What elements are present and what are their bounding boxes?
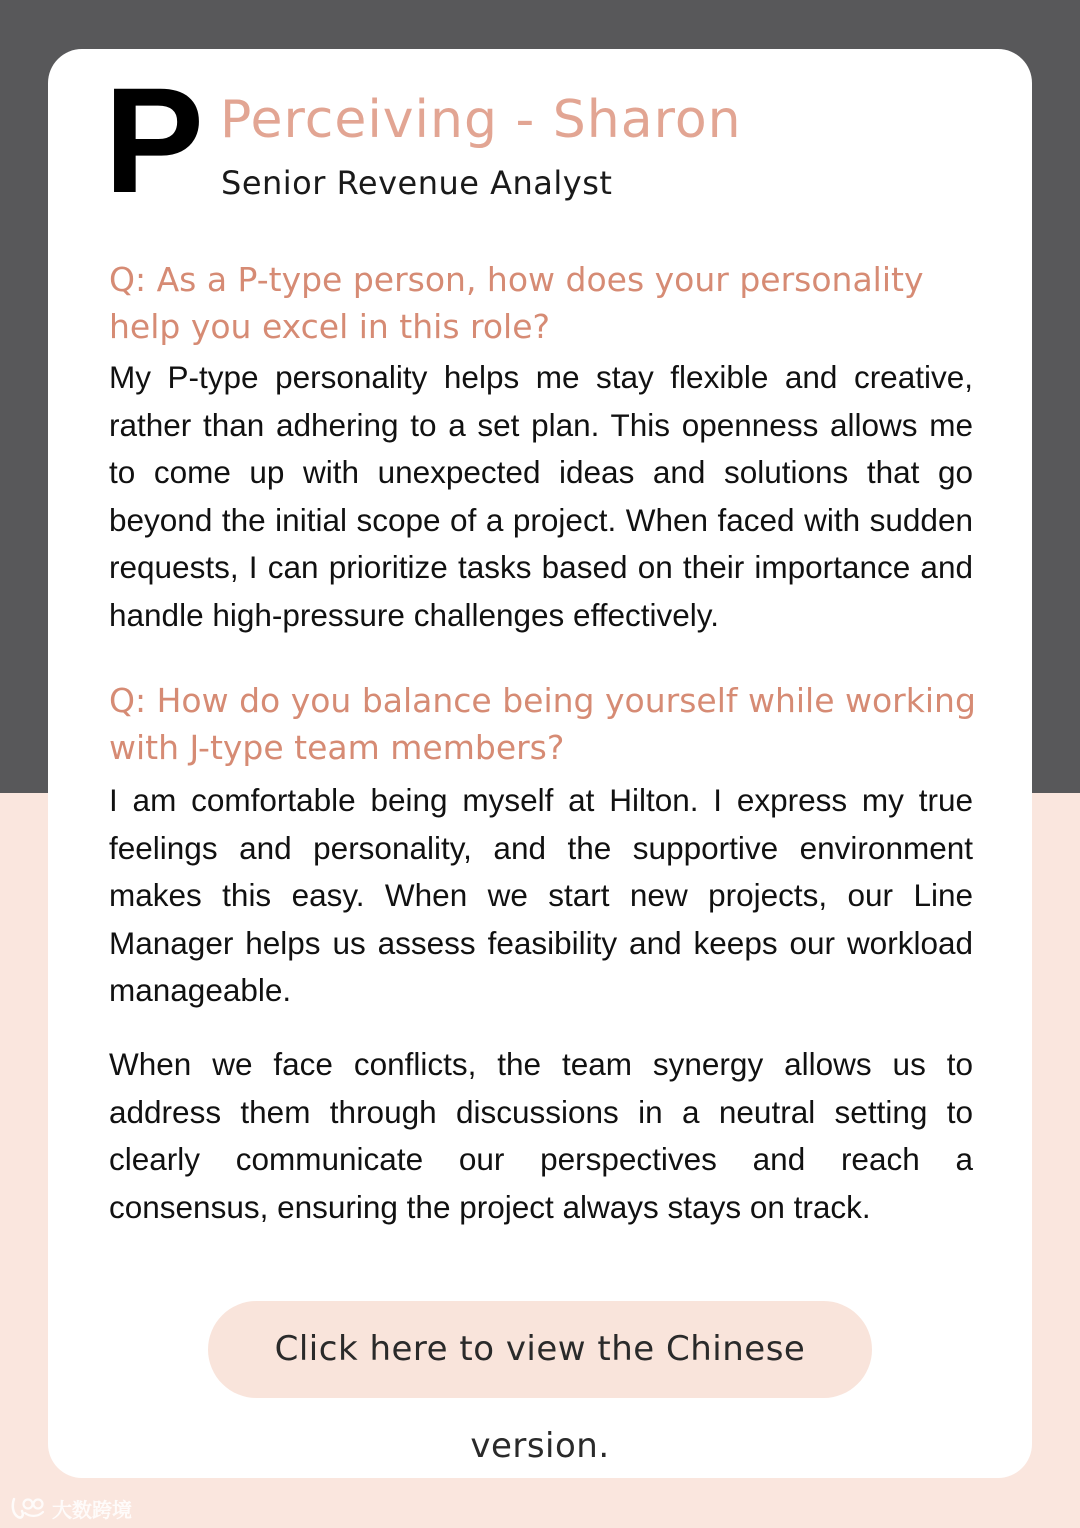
page-title: Perceiving - Sharon [220, 90, 742, 150]
chinese-version-button[interactable]: Click here to view the Chinese version. [208, 1301, 872, 1398]
content-card [48, 49, 1032, 1478]
watermark-text: 大数跨境 [52, 1497, 132, 1522]
brand-logo-icon [10, 1495, 48, 1521]
job-title: Senior Revenue Analyst [221, 164, 613, 202]
type-letter: P [104, 56, 205, 224]
question-2: Q: How do you balance being yourself while working with J-type team members? [109, 681, 976, 767]
question-1: Q: As a P-type person, how does your personality help you excel in this role? [109, 260, 924, 346]
answer-1: My P-type personality helps me stay flexible and creative, rather than adhering to a set plan. This openness allows me to come up with unexpected ideas and solutions that go beyond the initial scope of a project. When faced with sudden requests, I can prioritize tasks based on their importance and handle high-pressure challenges effectively. [109, 359, 973, 633]
watermark [10, 1493, 132, 1523]
answer-2-paragraph-2: When we face conflicts, the team synergy allows us to address them through discussions in a neutral setting to clearly communicate our perspectives and reach a consensus, ensuring the project always stays on track. [109, 1046, 973, 1225]
answer-2: I am comfortable being myself at Hilton. I express my true feelings and personality, and the supportive environment makes this easy. When we start new projects, our Line Manager helps us assess feasibility and keeps our workload manageable. [109, 782, 973, 1009]
